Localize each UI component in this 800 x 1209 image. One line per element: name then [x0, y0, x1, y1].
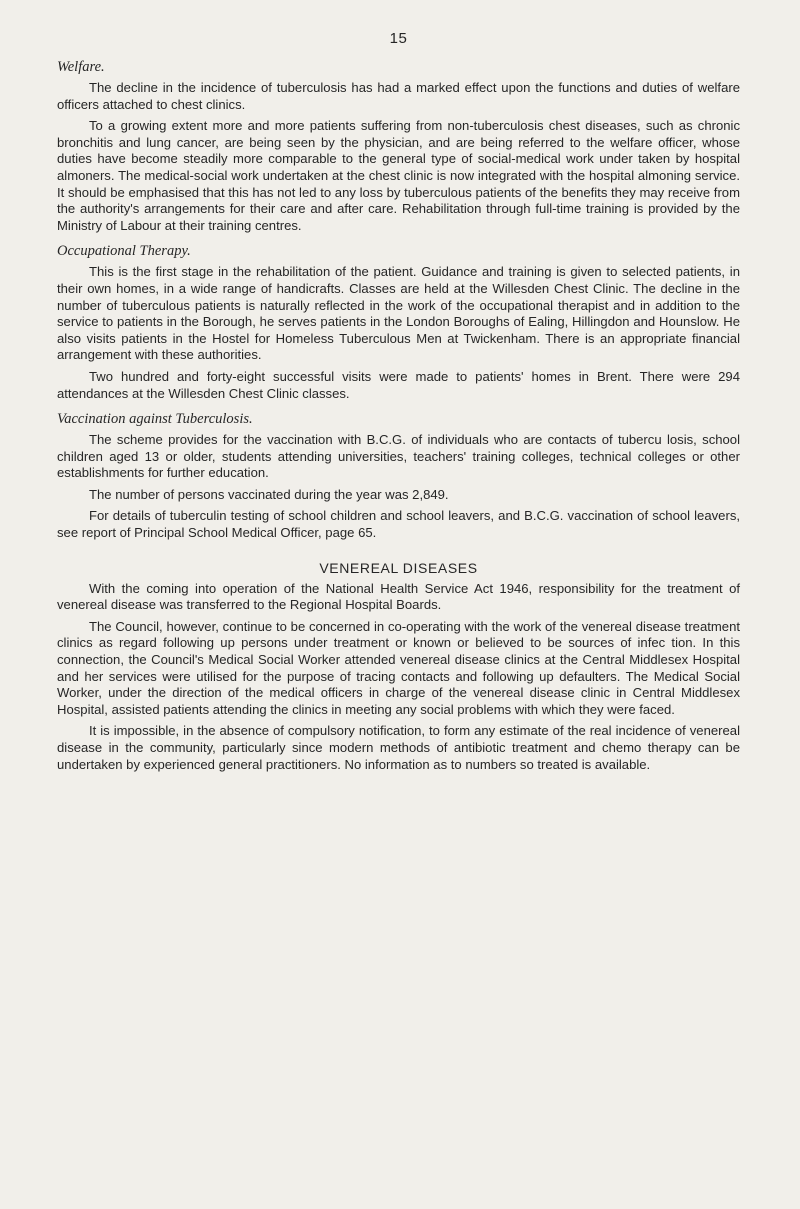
document-page [57, 30, 740, 782]
occupational-therapy-heading: Occupational Therapy. [57, 243, 191, 260]
occupational-therapy-section [57, 243, 740, 402]
venereal-diseases-paragraph-1: With the coming into operation of the National Health Service Act 1946, responsibility for the treatment of venereal disease was transferred to the Regional Hospital Boards. [57, 580, 740, 613]
welfare-heading: Welfare. [57, 59, 105, 75]
occupational-therapy-paragraph-1: This is the first stage in the rehabilitation of the patient. Guidance and training is given to selected patients, in their own homes, in a wide range of handicrafts. Classes are held at the Willesden Chest Clinic. The decline in the number of tuberculous patients is naturally reflected in the work of the occupational therapist and in addition to the service to patients in the Borough, he serves patients in the London Boroughs of Ealing, Hillingdon and Hounslow. He also visits patients in the Hostel for Homeless Tuberculous Men at Twickenham. There is an appropriate financial arrangement with these authorities. [57, 264, 740, 363]
occupational-therapy-paragraph-2: Two hundred and forty-eight successful visits were made to patients' homes in Brent. There were 294 attendances at the Willesden Chest Clinic classes. [57, 368, 740, 401]
vaccination-heading: Vaccination against Tuberculosis. [57, 411, 253, 428]
venereal-diseases-title: VENEREAL DISEASES [319, 559, 478, 576]
venereal-diseases-paragraph-2: The Council, however, continue to be concerned in co-operating with the work of the venereal disease treatment clinics as regard following up persons under treatment or known or believed to be sources of infec tion. In this connection, the Council's Medical Social Worker attended venereal disease clinics at the Central Middlesex Hospital and her services were utilised for the purpose of tracing contacts and following up defaulters. The Medical Social Worker, under the direction of the medical officers in charge of the venereal disease clinic in Central Middlesex Hospital, assisted patients attending the clinics in meeting any social problems with which they were faced. [57, 618, 740, 717]
page-number: 15 [389, 30, 408, 47]
welfare-section [57, 59, 740, 234]
venereal-diseases-section [57, 560, 740, 774]
vaccination-paragraph-2: The number of persons vaccinated during the year was 2,849. [89, 486, 449, 502]
vaccination-paragraph-3: For details of tuberculin testing of school children and school leavers, and B.C.G. vaccination of school leavers, see report of Principal School Medical Officer, page 65. [57, 508, 740, 541]
welfare-paragraph-1: The decline in the incidence of tuberculosis has had a marked effect upon the functions and duties of welfare officers attached to chest clinics. [57, 80, 740, 112]
vaccination-section [57, 411, 740, 542]
vaccination-paragraph-1: The scheme provides for the vaccination with B.C.G. of individuals who are contacts of tubercu losis, school children aged 13 or older, students attending universities, teachers' training colleges, technical colleges or other establishments for further education. [57, 432, 740, 481]
venereal-diseases-paragraph-3: It is impossible, in the absence of compulsory notification, to form any estimate of the real incidence of venereal disease in the community, particularly since modern methods of antibiotic treatment and chemo therapy can be undertaken by experienced general practitioners. No information as to numbers so treated is available. [57, 723, 740, 772]
welfare-paragraph-2: To a growing extent more and more patients suffering from non-tuberculosis chest diseases, such as chronic bronchitis and lung cancer, are being seen by the physician, and are being referred to the welfare officer, whose duties have become steadily more comparable to the general type of social-medical work under taken by hospital almoners. The medical-social work undertaken at the chest clinic is now integrated with the hospital almoning service. It should be emphasised that this has not led to any loss by tuberculous patients of the benefits they may receive from the authority's arrangements for their care and after care. Rehabilitation through full-time training is provided by the Ministry of Labour at their training centres. [57, 118, 740, 233]
